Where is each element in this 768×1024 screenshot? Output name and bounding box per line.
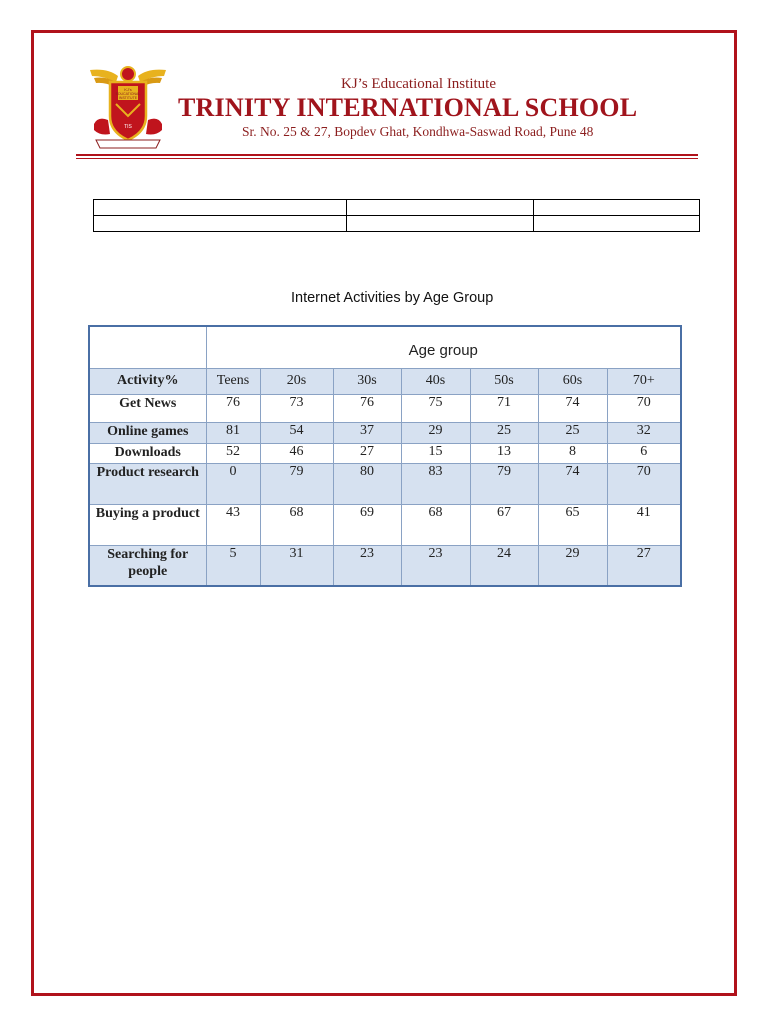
table-cell: 25 [538, 422, 607, 443]
table-title: Internet Activities by Age Group [291, 290, 494, 306]
blank-info-table [93, 199, 700, 232]
table-cell: 15 [401, 443, 470, 463]
table-cell: 27 [333, 443, 401, 463]
table-cell: 8 [538, 443, 607, 463]
table-cell: 70 [607, 463, 681, 504]
table-cell: 23 [401, 545, 470, 586]
table-row [89, 463, 681, 504]
table-cell: 52 [206, 443, 260, 463]
table-cell: 68 [260, 504, 333, 545]
table-cell: 31 [260, 545, 333, 586]
column-header-60s: 60s [538, 368, 607, 394]
table-row [89, 422, 681, 443]
table-cell: 71 [470, 394, 538, 422]
blank-cell [534, 216, 700, 232]
column-header-20s: 20s [260, 368, 333, 394]
table-cell: 24 [470, 545, 538, 586]
column-header-teens: Teens [206, 368, 260, 394]
column-header-row [89, 368, 681, 394]
row-label: Online games [89, 422, 206, 443]
table-row [89, 394, 681, 422]
table-cell: 74 [538, 394, 607, 422]
table-cell: 13 [470, 443, 538, 463]
school-address: Sr. No. 25 & 27, Bopdev Ghat, Kondhwa-Saswad Road, Pune 48 [242, 124, 594, 139]
internet-activities-table [88, 325, 682, 587]
table-cell: 6 [607, 443, 681, 463]
blank-cell [534, 200, 700, 216]
blank-cell [346, 200, 534, 216]
table-cell: 70 [607, 394, 681, 422]
table-cell: 79 [470, 463, 538, 504]
table-cell: 69 [333, 504, 401, 545]
row-label: Downloads [89, 443, 206, 463]
table-cell: 73 [260, 394, 333, 422]
table-cell: 29 [538, 545, 607, 586]
institute-name: KJ’s Educational Institute [341, 76, 496, 92]
crest-text-line1: KJ's [124, 87, 132, 92]
table-cell: 0 [206, 463, 260, 504]
table-cell: 81 [206, 422, 260, 443]
column-header-activity: Activity% [89, 368, 206, 394]
table-cell: 25 [470, 422, 538, 443]
blank-cell [346, 216, 534, 232]
school-name: TRINITY INTERNATIONAL SCHOOL [178, 93, 638, 122]
table-cell: 80 [333, 463, 401, 504]
empty-corner-cell [89, 326, 206, 368]
age-group-header: Age group [206, 326, 681, 368]
header-rule [76, 154, 698, 156]
table-row [89, 443, 681, 463]
table-cell: 74 [538, 463, 607, 504]
crest-text-line3: INSTITUTE [118, 96, 138, 100]
table-row [89, 504, 681, 545]
table-row [89, 545, 681, 586]
table-cell: 5 [206, 545, 260, 586]
blank-cell [94, 200, 347, 216]
crest-text-line2: EDUCATIONAL [115, 92, 141, 96]
school-crest-logo [88, 64, 168, 152]
row-label: Get News [89, 394, 206, 422]
column-header-70plus: 70+ [607, 368, 681, 394]
table-cell: 23 [333, 545, 401, 586]
table-cell: 76 [333, 394, 401, 422]
age-group-header-row [89, 326, 681, 368]
header-rule-thin [76, 158, 698, 159]
table-cell: 54 [260, 422, 333, 443]
row-label: Buying a product [89, 504, 206, 545]
row-label: Searching for people [89, 545, 206, 586]
blank-row [94, 200, 700, 216]
table-cell: 37 [333, 422, 401, 443]
table-cell: 76 [206, 394, 260, 422]
table-cell: 83 [401, 463, 470, 504]
blank-cell [94, 216, 347, 232]
table-cell: 65 [538, 504, 607, 545]
table-cell: 68 [401, 504, 470, 545]
table-cell: 46 [260, 443, 333, 463]
blank-row [94, 216, 700, 232]
table-cell: 27 [607, 545, 681, 586]
table-cell: 32 [607, 422, 681, 443]
table-cell: 75 [401, 394, 470, 422]
row-label: Product research [89, 463, 206, 504]
table-cell: 67 [470, 504, 538, 545]
table-cell: 79 [260, 463, 333, 504]
column-header-50s: 50s [470, 368, 538, 394]
column-header-40s: 40s [401, 368, 470, 394]
crest-text-line4: TIS [124, 124, 132, 130]
table-cell: 43 [206, 504, 260, 545]
table-cell: 29 [401, 422, 470, 443]
column-header-30s: 30s [333, 368, 401, 394]
table-cell: 41 [607, 504, 681, 545]
